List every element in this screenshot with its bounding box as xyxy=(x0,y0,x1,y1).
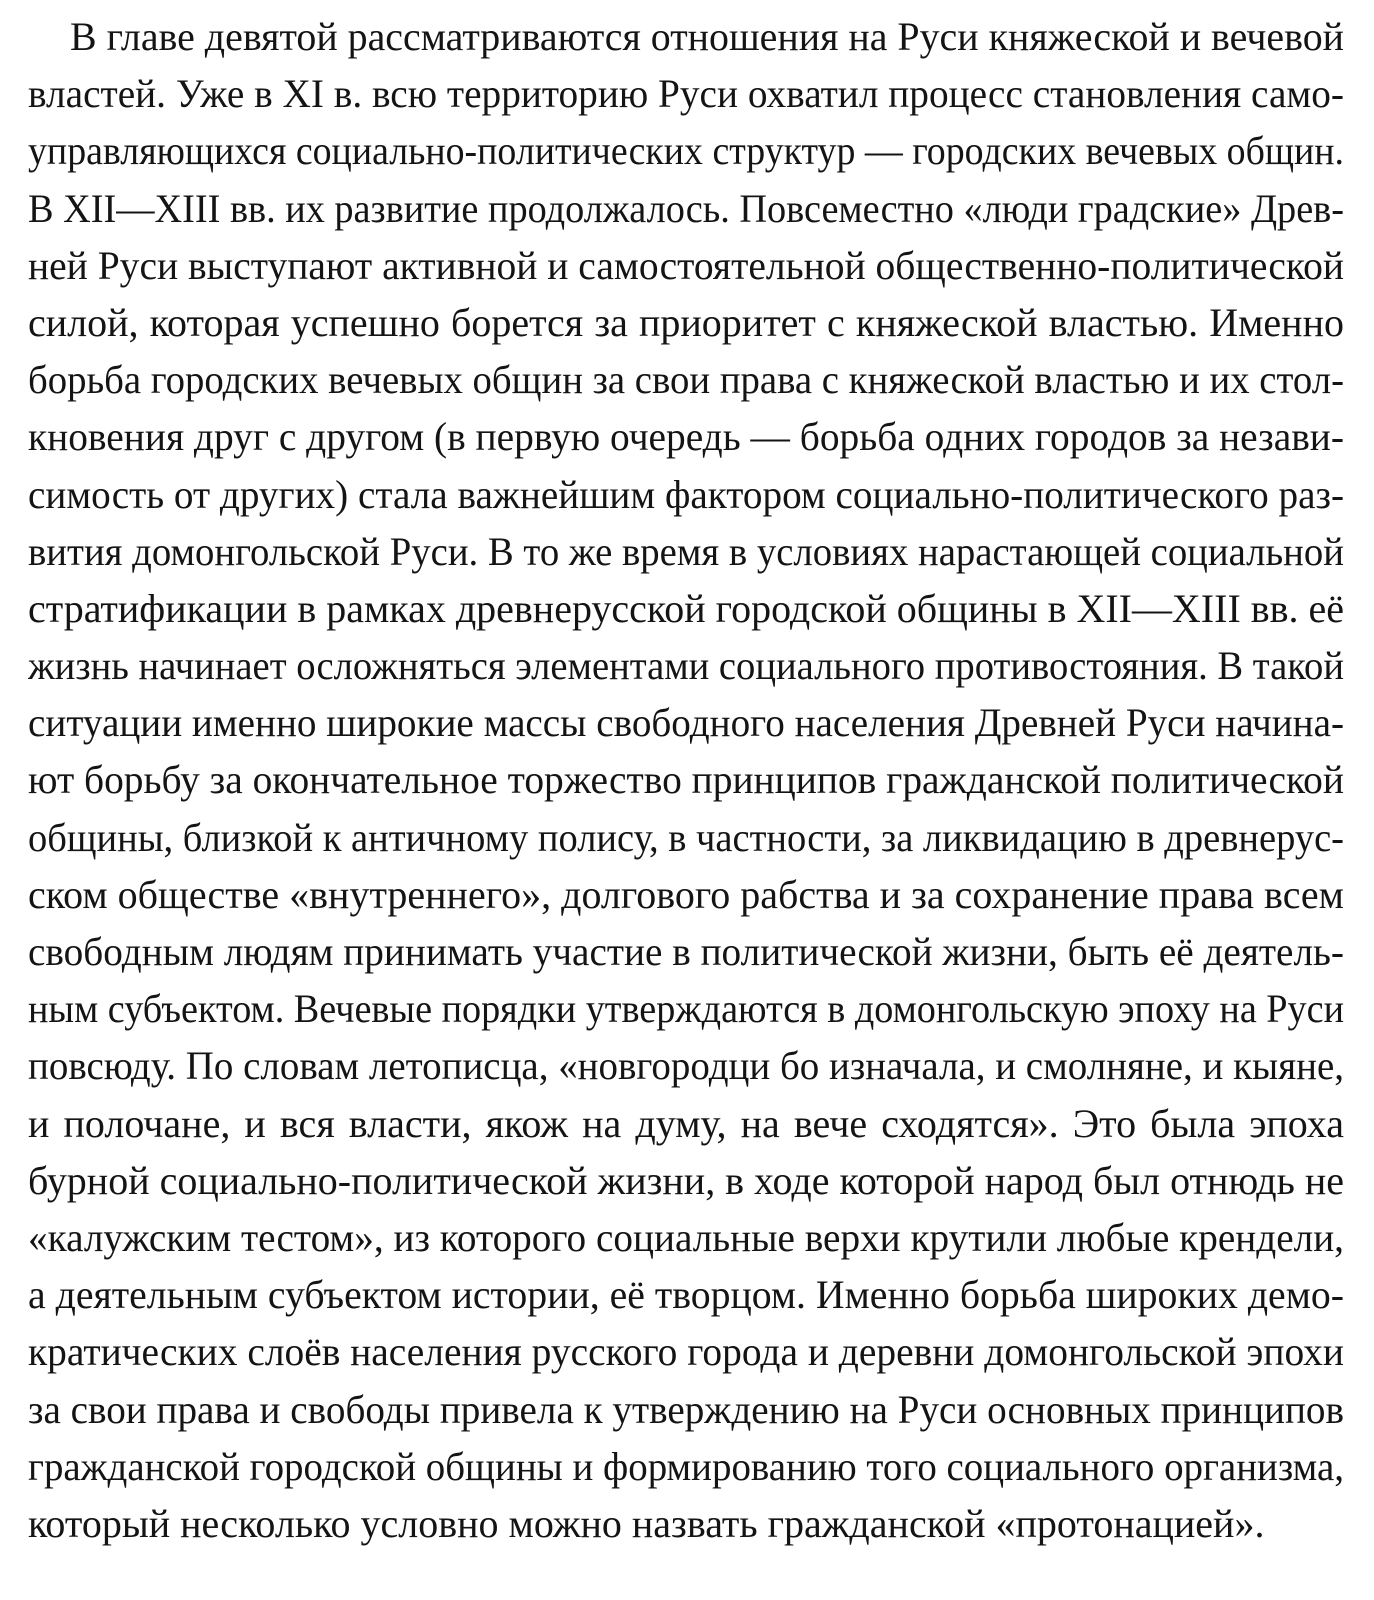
body-paragraph xyxy=(28,8,1344,1552)
text-line: гражданской городской общины и формированию того социального организма, xyxy=(28,1443,1344,1489)
text-line: общины, близкой к античному полису, в частности, за ликвидацию в древнерус- xyxy=(28,814,1344,860)
text-line: симость от других) стала важнейшим фактором социально-политического раз- xyxy=(28,471,1344,517)
text-line: а деятельным субъектом истории, её творцом. Именно борьба широких демо- xyxy=(28,1272,1344,1318)
text-line: повсюду. По словам летописца, «новгородци бо изначала, и смолняне, и кыяне, xyxy=(28,1043,1344,1089)
text-line: за свои права и свободы привела к утверждению на Руси основных принципов xyxy=(28,1386,1344,1432)
text-line: властей. Уже в XI в. всю территорию Руси охватил процесс становления само- xyxy=(28,71,1344,117)
text-line: кратических слоёв населения русского города и деревни домонгольской эпохи xyxy=(28,1329,1344,1375)
text-line: ным субъектом. Вечевые порядки утверждаются в домонгольскую эпоху на Руси xyxy=(28,986,1344,1032)
text-line: ют борьбу за окончательное торжество принципов гражданской политической xyxy=(28,757,1344,803)
text-line: бурной социально-политической жизни, в ходе которой народ был отнюдь не xyxy=(28,1157,1344,1203)
text-line: ском обществе «внутреннего», долгового рабства и за сохранение права всем xyxy=(28,871,1344,917)
text-line: В XII—XIII вв. их развитие продолжалось. Повсеместно «люди градские» Древ- xyxy=(28,185,1344,231)
text-line: силой, которая успешно борется за приоритет с княжеской властью. Именно xyxy=(28,299,1344,345)
text-line: борьба городских вечевых общин за свои права с княжеской властью и их стол- xyxy=(28,357,1344,403)
text-line: вития домонгольской Руси. В то же время в условиях нарастающей социальной xyxy=(28,528,1344,574)
text-line: управляющихся социально-политических структур — городских вечевых общин. xyxy=(28,128,1344,174)
text-line: жизнь начинает осложняться элементами социального противостояния. В такой xyxy=(28,643,1344,689)
text-line: свободным людям принимать участие в политической жизни, быть её деятель- xyxy=(28,929,1344,974)
text-line: «калужским тестом», из которого социальные верхи крутили любые крендели, xyxy=(28,1214,1344,1260)
text-line-last: который несколько условно можно назвать гражданской «протонацией». xyxy=(28,1500,1265,1546)
text-line: стратификации в рамках древнерусской городской общины в XII—XIII вв. её xyxy=(28,585,1344,631)
text-line: ней Руси выступают активной и самостоятельной общественно-политической xyxy=(28,242,1344,288)
document-page xyxy=(28,8,1344,1592)
text-line: и полочане, и вся власти, якож на думу, на вече сходятся». Это была эпоха xyxy=(28,1100,1344,1146)
text-line: ситуации именно широкие массы свободного населения Древней Руси начина- xyxy=(28,700,1344,746)
text-line: кновения друг с другом (в первую очередь — борьба одних городов за незави- xyxy=(28,414,1344,460)
text-line: В главе девятой рассматриваются отношения на Руси княжеской и вечевой xyxy=(70,14,1344,59)
